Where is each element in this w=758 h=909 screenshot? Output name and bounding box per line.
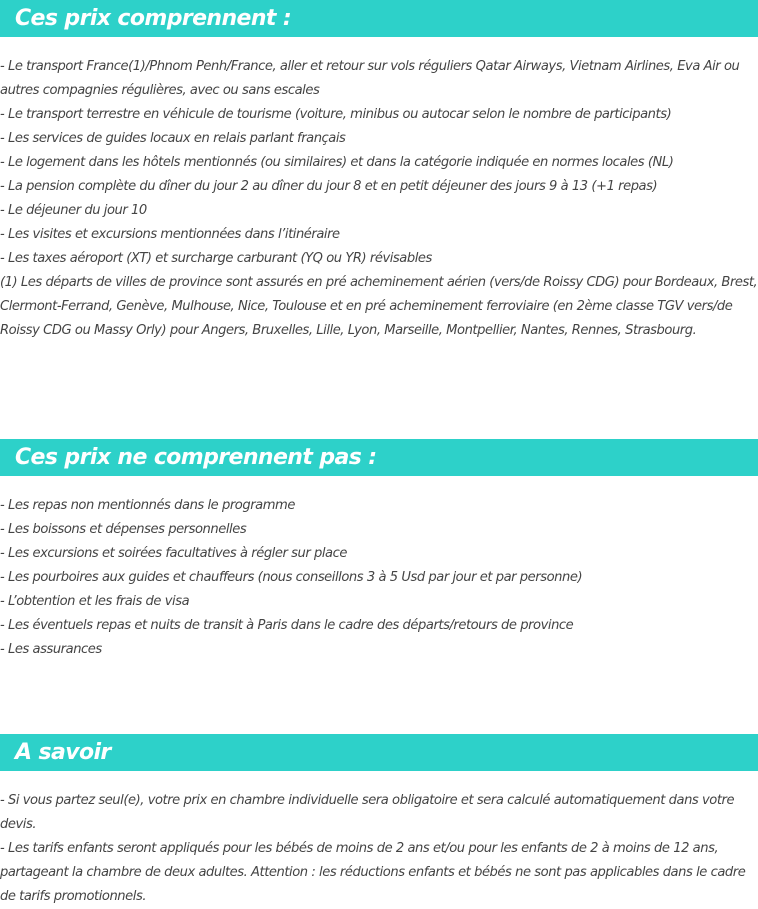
list-item: - Les éventuels repas et nuits de transit à Paris dans le cadre des départs/retours de province [0,618,574,633]
section-title-not-included: Ces prix ne comprennent pas : [15,445,377,470]
list-item: - Le transport France(1)/Phnom Penh/France, aller et retour sur vols réguliers Qatar Airways, Vietnam Airlines, Eva Air ou autres compagnies régulières, avec ou sans escales [0,59,740,98]
section-title-good-to-know: A savoir [15,740,111,765]
list-item: - Les excursions et soirées facultatives à régler sur place [0,546,347,561]
list-item: - Le logement dans les hôtels mentionnés (ou similaires) et dans la catégorie indiquée en normes locales (NL) [0,155,674,170]
list-item: - Les tarifs enfants seront appliqués pour les bébés de moins de 2 ans et/ou pour les enfants de 2 à moins de 12 ans, partageant la chambre de deux adultes. Attention : les réductions enfants et bébés ne sont pas applicables dans le cadre de tarifs promotionnels. [0,841,746,904]
list-item: - Les services de guides locaux en relais parlant français [0,131,346,146]
section-good-to-know [0,734,758,909]
section-included [0,0,758,343]
list-item: - Les taxes aéroport (XT) et surcharge carburant (YQ ou YR) révisables [0,251,432,266]
list-item: - Les repas non mentionnés dans le programme [0,498,295,513]
section-header-included [0,0,758,37]
section-header-not-included [0,439,758,476]
list-item: - L’obtention et les frais de visa [0,594,190,609]
section-not-included [0,439,758,662]
section-header-good-to-know [0,734,758,771]
list-item: - Les assurances [0,642,102,657]
list-item: - Les boissons et dépenses personnelles [0,522,247,537]
section-title-included: Ces prix comprennent : [15,6,292,31]
list-item: - Si vous partez seul(e), votre prix en chambre individuelle sera obligatoire et sera calculé automatiquement dans votre devis. [0,793,735,832]
list-item: - Les pourboires aux guides et chauffeurs (nous conseillons 3 à 5 Usd par jour et par personne) [0,570,583,585]
list-item: - Le transport terrestre en véhicule de tourisme (voiture, minibus ou autocar selon le nombre de participants) [0,107,672,122]
not-included-list [0,494,758,662]
list-item: - La pension complète du dîner du jour 2 au dîner du jour 8 et en petit déjeuner des jours 9 à 13 (+1 repas) [0,179,658,194]
list-item: - Le déjeuner du jour 10 [0,203,147,218]
good-to-know-list [0,789,758,909]
footnote: (1) Les départs de villes de province sont assurés en pré acheminement aérien (vers/de Roissy CDG) pour Bordeaux, Brest, Clermont-Ferrand, Genève, Mulhouse, Nice, Toulouse et en pré acheminement ferroviaire (en 2ème classe TGV vers/de Roissy CDG ou Massy Orly) pour Angers, Bruxelles, Lille, Lyon, Marseille, Montpellier, Nantes, Rennes, Strasbourg. [0,275,758,338]
list-item: - Les visites et excursions mentionnées dans l’itinéraire [0,227,340,242]
included-list [0,55,758,343]
